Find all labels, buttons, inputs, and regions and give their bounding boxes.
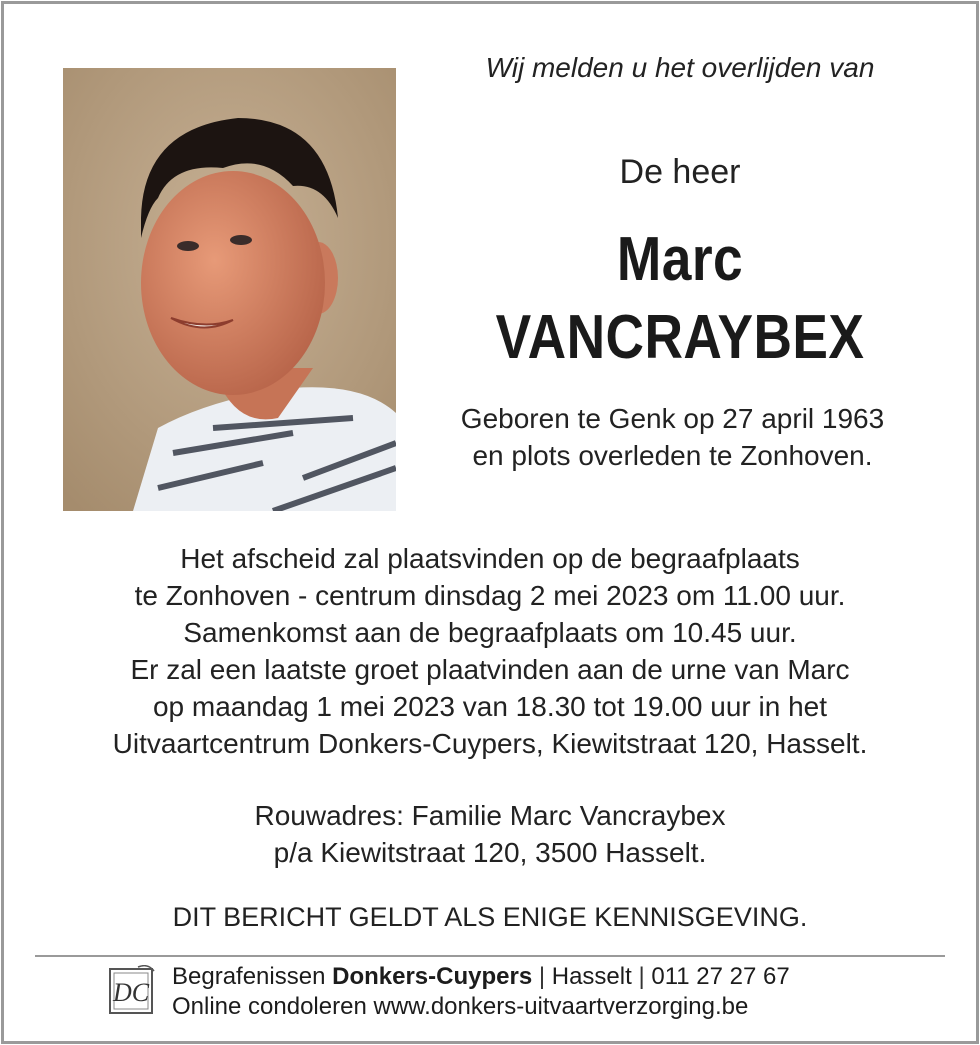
company-name: Donkers-Cuypers	[332, 963, 533, 990]
ceremony-line: Er zal een laatste groet plaatvinden aan de urne van Marc	[130, 654, 850, 685]
logo-letters: DC	[112, 978, 150, 1007]
ceremony-line: te Zonhoven - centrum dinsdag 2 mei 2023 om 11.00 uur.	[134, 580, 846, 611]
footer-prefix: Begrafenissen	[172, 963, 326, 990]
footer-line-online	[172, 992, 932, 1022]
death-line: en plots overleden te Zonhoven.	[472, 440, 873, 471]
separator: |	[538, 963, 546, 990]
online-label: Online condoleren	[172, 993, 367, 1020]
ceremony-details	[40, 540, 940, 762]
deceased-first-name: Marc	[616, 225, 744, 294]
ceremony-line: op maandag 1 mei 2023 van 18.30 tot 19.00 uur in het	[152, 691, 828, 722]
portrait-photo	[63, 68, 396, 511]
funeral-home-logo	[108, 965, 156, 1015]
notice-statement: DIT BERICHT GELDT ALS ENIGE KENNISGEVING.	[172, 902, 808, 932]
ceremony-line: Samenkomst aan de begraafplaats om 10.45 uur.	[183, 617, 797, 648]
address-line: Rouwadres: Familie Marc Vancraybex	[254, 800, 726, 831]
footer-divider	[35, 955, 945, 957]
birth-line: Geboren te Genk op 27 april 1963	[460, 403, 885, 434]
funeral-home-footer	[172, 962, 932, 1022]
mourning-address	[40, 797, 940, 871]
ceremony-line: Uitvaartcentrum Donkers-Cuypers, Kiewitstraat 120, Hasselt.	[112, 728, 868, 759]
address-line: p/a Kiewitstraat 120, 3500 Hasselt.	[273, 837, 707, 868]
company-city: Hasselt	[551, 963, 632, 990]
ceremony-line: Het afscheid zal plaatsvinden op de begraafplaats	[180, 543, 800, 574]
separator: |	[638, 963, 645, 990]
announcement-intro: Wij melden u het overlijden van	[485, 52, 875, 83]
website-link[interactable]: www.donkers-uitvaartverzorging.be	[373, 993, 749, 1020]
birth-death-details	[400, 400, 945, 474]
footer-line-company	[172, 962, 932, 992]
deceased-last-name: VANCRAYBEX	[495, 303, 865, 372]
honorific: De heer	[619, 153, 741, 191]
company-phone: 011 27 27 67	[651, 963, 790, 990]
